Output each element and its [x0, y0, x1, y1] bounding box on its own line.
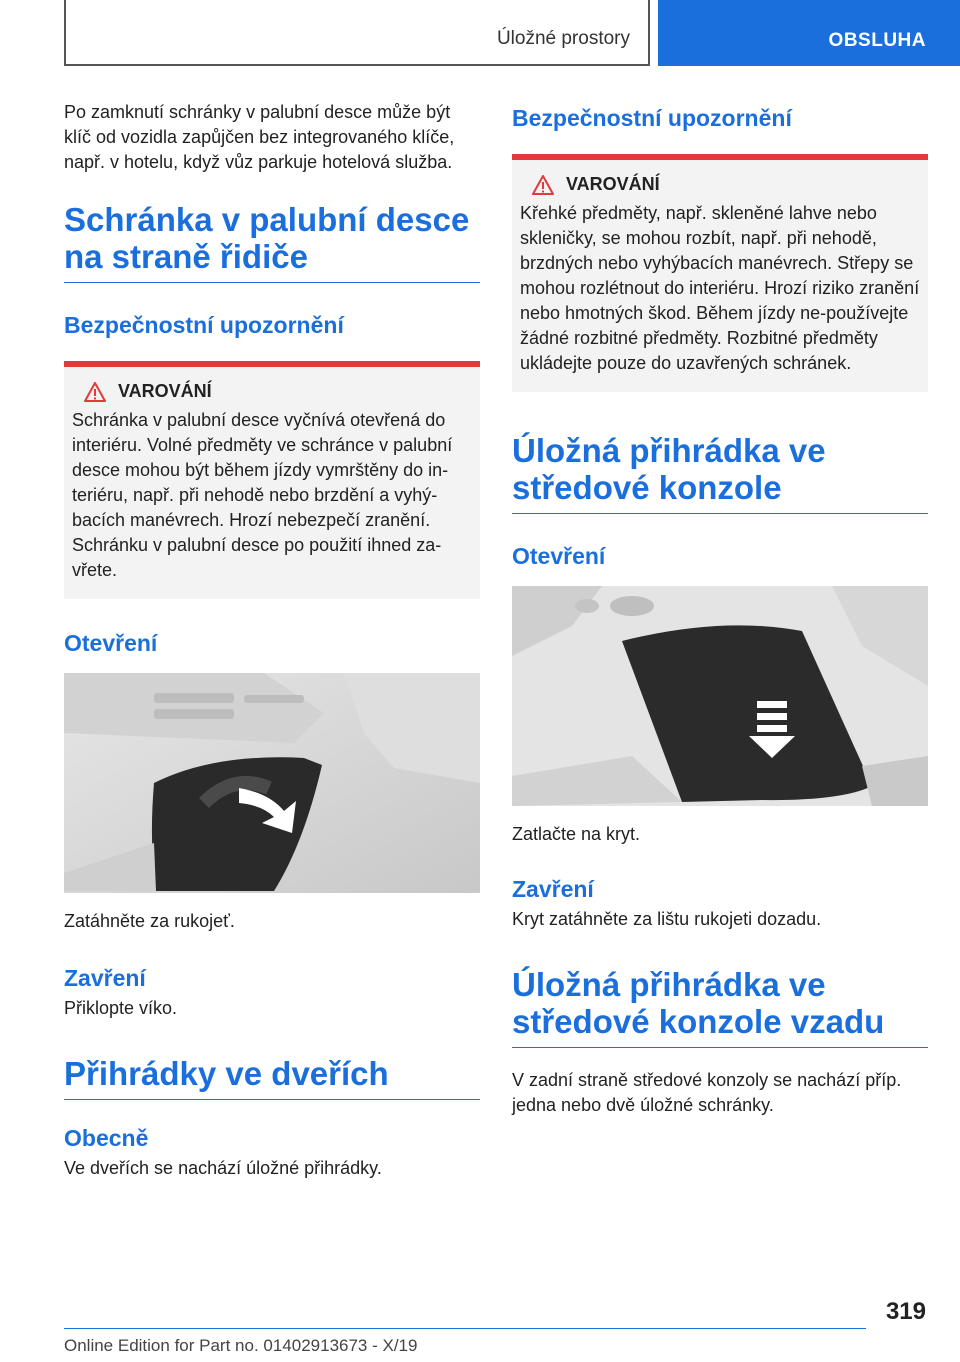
warning-triangle-icon [84, 382, 106, 402]
intro-paragraph: Po zamknutí schránky v palubní desce může být klíč od vozidla zapůjčen bez integrovaného klíče, např. v hotelu, když vůz parkuje hotelová služba. [64, 102, 455, 172]
heading-center-console: Úložná přihrádka ve středové konzole [512, 432, 928, 514]
heading-open-left: Otevření [64, 630, 158, 656]
warning-head-right [520, 174, 920, 195]
heading-close-left: Zavření [64, 965, 146, 991]
heading-center-console-rear: Úložná přihrádka ve středové konzole vzadu [512, 966, 928, 1048]
left-column [64, 100, 480, 1181]
warning-label-left: VAROVÁNÍ [118, 381, 212, 401]
warning-text-right: Křehké předměty, např. skleněné lahve nebo skleničky, se mohou rozbít, např. při nehodě, brzdných nebo vyhýbacích manévrech. Střepy se mohou rozlétnout do interiéru. Hrozí riziko zranění nebo hmotných škod. Během jízdy ne-používejte žádné rozbitné předměty. Rozbitné předměty ukládejte pouze do uzavřených schránek. [520, 203, 920, 373]
text-rear: V zadní straně středové konzoly se nachází příp. jedna nebo dvě úložné schránky. [512, 1070, 902, 1115]
footer-rule [64, 1328, 866, 1329]
right-column [512, 100, 928, 1118]
text-close-right: Kryt zatáhněte za lištu rukojeti dozadu. [512, 909, 822, 929]
console-image [512, 586, 928, 806]
edition-footer: Online Edition for Part no. 01402913673 - X/19 [64, 1336, 418, 1355]
text-close-left: Přiklopte víko. [64, 998, 178, 1018]
warning-label-right: VAROVÁNÍ [566, 174, 660, 194]
glovebox-image [64, 673, 480, 893]
header-section-label: OBSLUHA [828, 30, 926, 51]
text-general: Ve dveřích se nachází úložné přihrádky. [64, 1158, 382, 1178]
heading-door-compartments: Přihrádky ve dveřích [64, 1055, 480, 1100]
page-number: 319 [885, 1298, 926, 1325]
header-topic: Úložné prostory [496, 28, 630, 49]
heading-safety-right: Bezpečnostní upozornění [512, 105, 792, 131]
warning-triangle-icon [532, 175, 554, 195]
heading-glovebox: Schránka v palubní desce na straně řidiče [64, 201, 480, 283]
caption-open-left: Zatáhněte za rukojeť. [64, 911, 235, 931]
heading-general: Obecně [64, 1125, 149, 1151]
heading-open-right: Otevření [512, 543, 606, 569]
heading-safety-left: Bezpečnostní upozornění [64, 312, 344, 338]
page-header [0, 0, 960, 66]
warning-text-left: Schránka v palubní desce vyčnívá otevřená do interiéru. Volné předměty ve schránce v palubní desce mohou být během jízdy vymrštěny do in-teriéru, např. při nehodě nebo brzdění a vyhý-bacích manévrech. Hrozí nebezpečí zranění. Schránku v palubní desce po použití ihned za-vřete. [72, 410, 453, 580]
warning-head-left [72, 381, 472, 402]
warning-box-left [64, 367, 480, 599]
caption-open-right: Zatlačte na kryt. [512, 824, 641, 844]
warning-box-right [512, 160, 928, 392]
heading-close-right: Zavření [512, 876, 594, 902]
